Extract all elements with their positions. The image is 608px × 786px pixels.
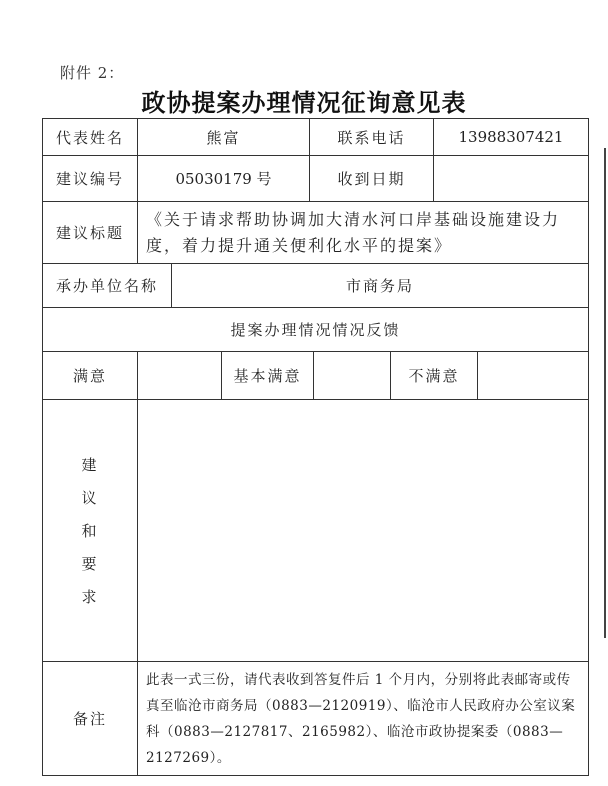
proposal-number-value: 05030179 号	[138, 156, 310, 202]
not-satisfied-checkbox-cell[interactable]	[478, 352, 589, 400]
suggestions-label-char: 议	[81, 489, 99, 507]
page-edge-line	[604, 148, 606, 638]
received-date-label: 收到日期	[310, 156, 434, 202]
proposal-title-value: 《关于请求帮助协调加大清水河口岸基础设施建设力度，着力提升通关便利化水平的提案》	[138, 202, 589, 264]
phone-label: 联系电话	[310, 118, 434, 156]
suggestions-label-char: 求	[81, 588, 99, 606]
remarks-text: 此表一式三份，请代表收到答复件后 1 个月内，分别将此表邮寄或传真至临沧市商务局（0883—2120919）、临沧市人民政府办公室议案科（0883—2127817、2165982）、临沧市政协提案委（0883—2127269）。	[138, 662, 589, 776]
rep-name-label: 代表姓名	[42, 118, 138, 156]
received-date-value[interactable]	[434, 156, 589, 202]
rep-name-value: 熊富	[138, 118, 310, 156]
basic-satisfied-label: 基本满意	[222, 352, 314, 400]
basic-satisfied-checkbox-cell[interactable]	[314, 352, 391, 400]
proposal-title-label: 建议标题	[42, 202, 138, 264]
proposal-form-table	[42, 118, 589, 776]
proposal-number-label: 建议编号	[42, 156, 138, 202]
suggestions-label	[42, 400, 138, 662]
phone-value: 13988307421	[434, 118, 589, 156]
satisfied-checkbox-cell[interactable]	[138, 352, 222, 400]
handler-unit-label: 承办单位名称	[42, 264, 172, 308]
remarks-label: 备注	[42, 662, 138, 776]
suggestions-label-char: 和	[81, 522, 99, 540]
feedback-heading: 提案办理情况情况反馈	[42, 308, 589, 352]
satisfied-label: 满意	[42, 352, 138, 400]
handler-unit-value: 市商务局	[172, 264, 589, 308]
not-satisfied-label: 不满意	[391, 352, 478, 400]
suggestions-label-char: 要	[81, 555, 99, 573]
attachment-label: 附件 2：	[60, 64, 125, 82]
page-title: 政协提案办理情况征询意见表	[141, 88, 467, 117]
suggestions-input-area[interactable]	[138, 400, 589, 662]
suggestions-label-char: 建	[81, 456, 99, 474]
